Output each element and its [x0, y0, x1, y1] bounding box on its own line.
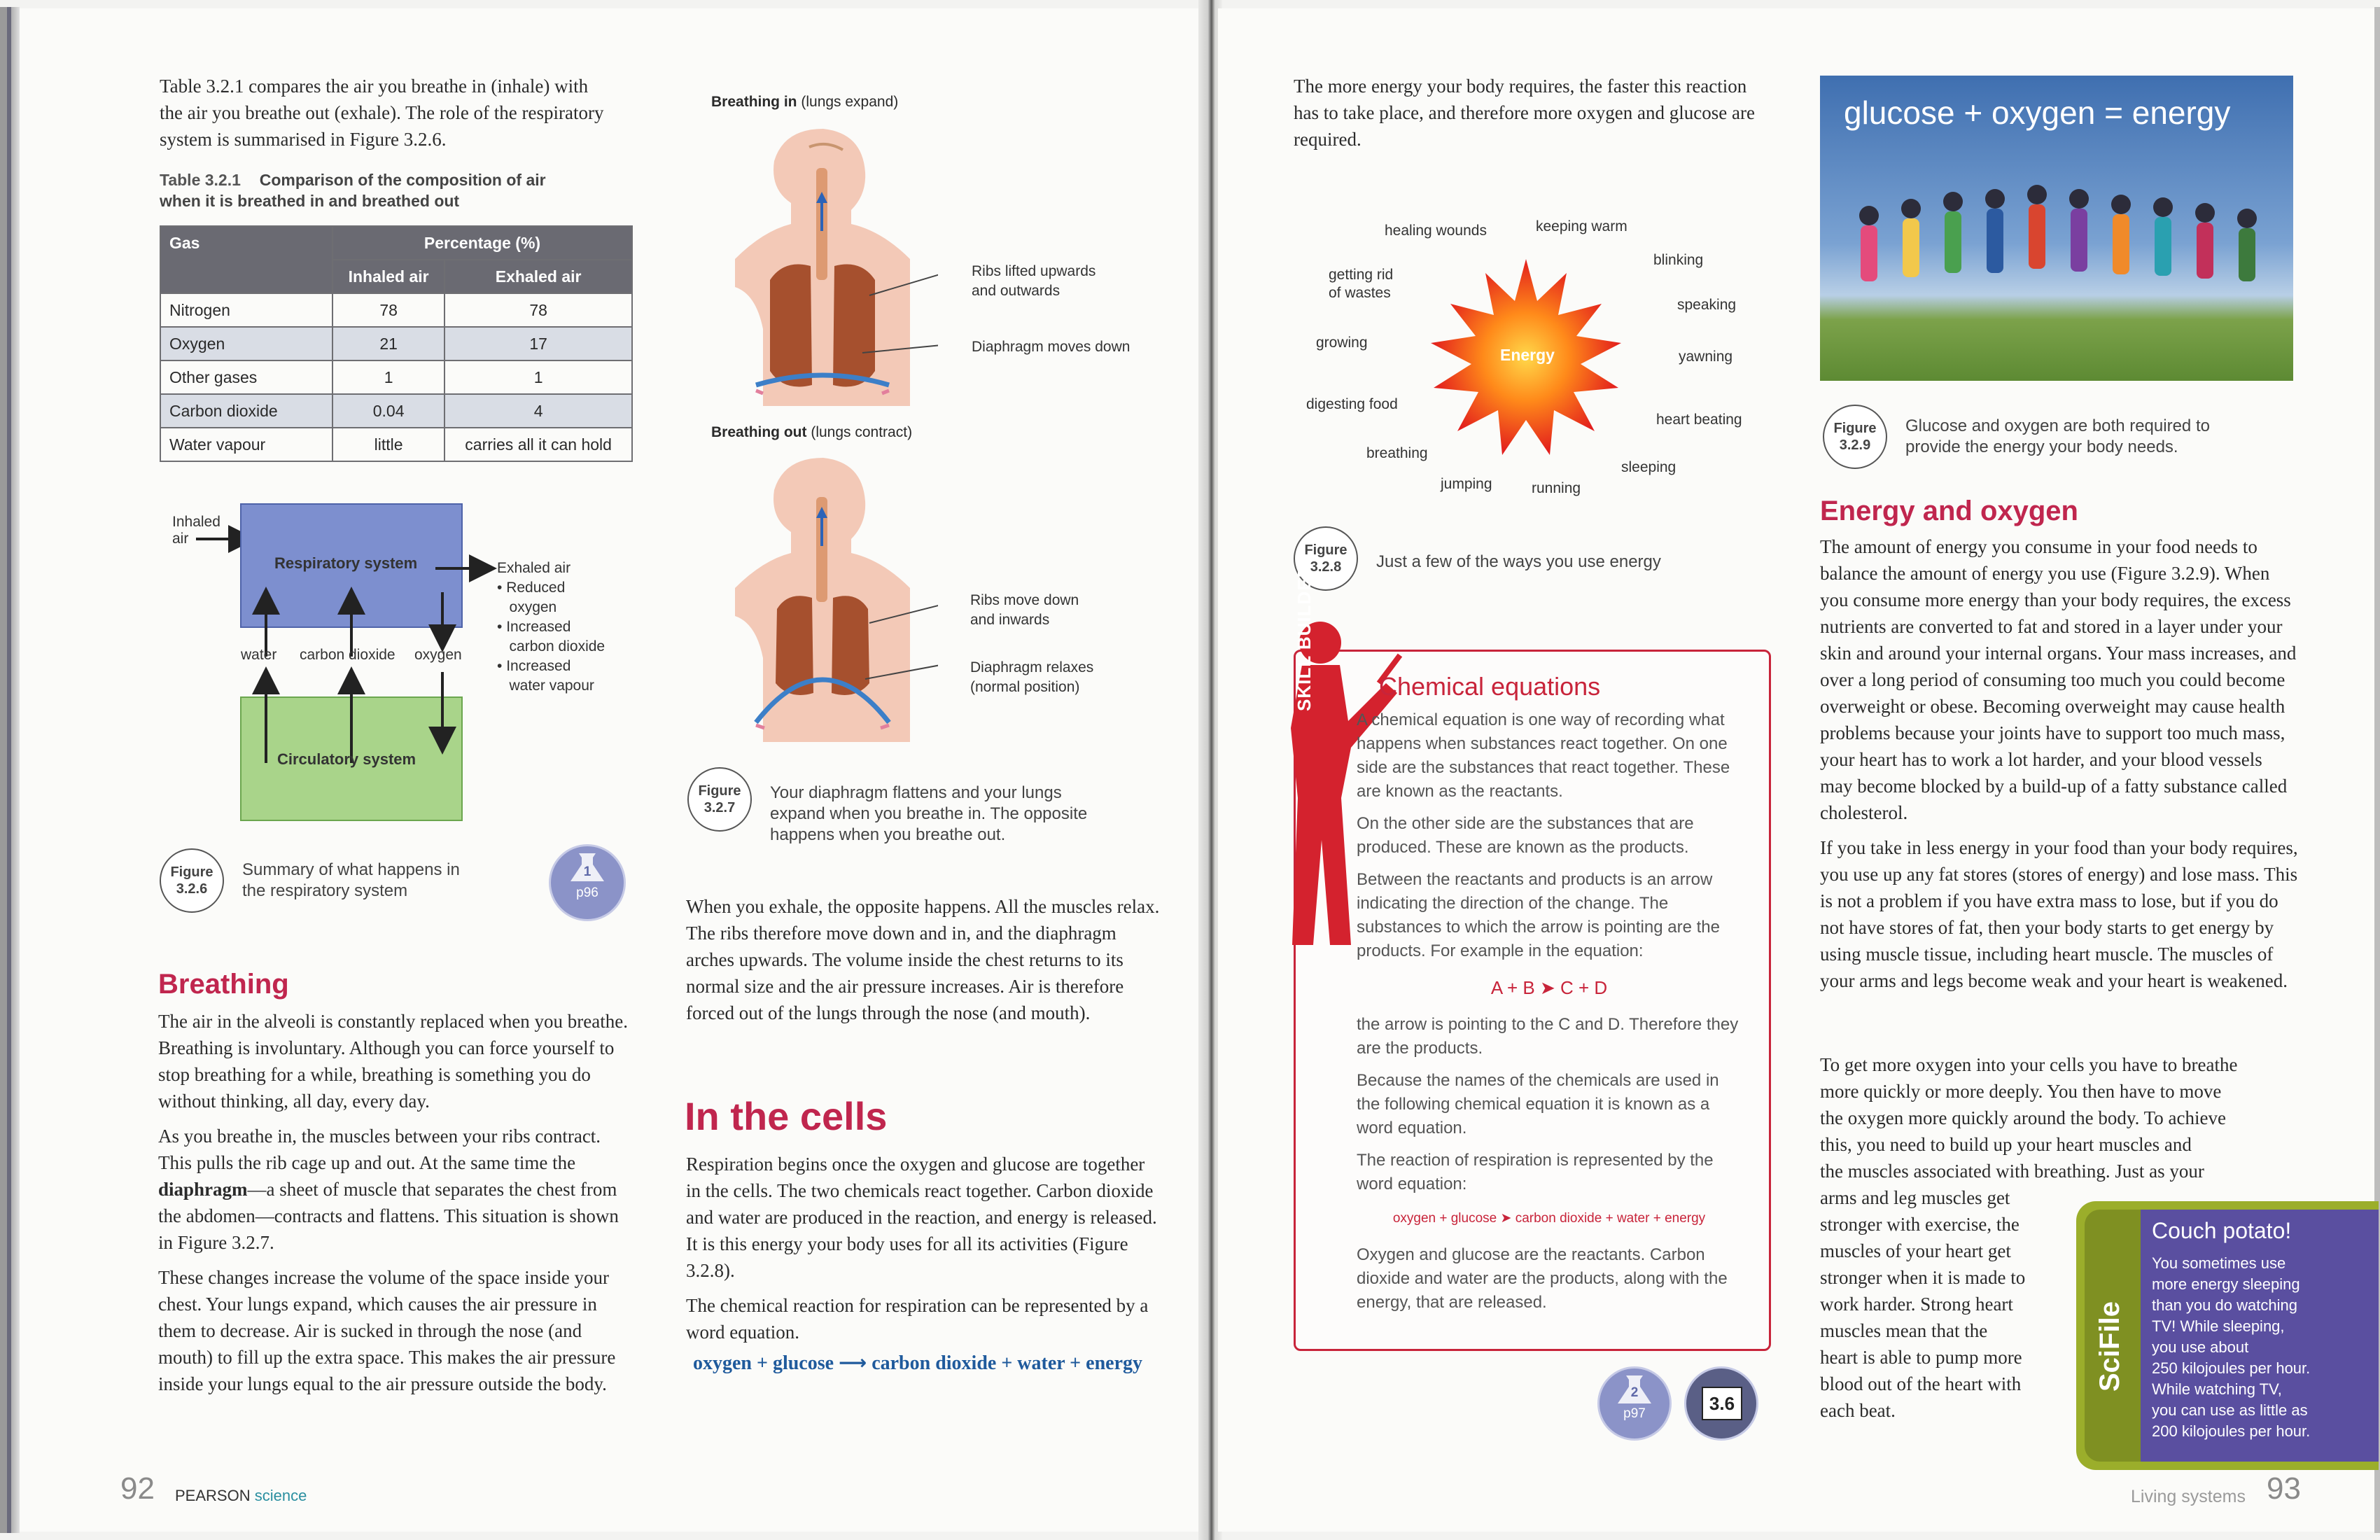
text-line: you can use as little as — [2152, 1401, 2308, 1419]
skill-paragraph: On the other side are the substances that are produced. These are known as the products. — [1357, 814, 1694, 857]
inhaled-value: little — [332, 428, 444, 461]
figure-word: Figure — [170, 864, 214, 880]
couch-potato-title: Couch potato! — [2152, 1218, 2292, 1243]
cells-paragraph-2: The chemical reaction for respiration can be represented by a word equation. — [686, 1295, 1149, 1343]
skill-word-equation — [1357, 1206, 1742, 1231]
arrow-icon: ➤ — [1500, 1210, 1512, 1226]
couch-potato-panel — [2141, 1210, 2379, 1462]
text-line: blood out of the heart with — [1820, 1373, 2022, 1394]
text-line: TV! While sleeping, — [2152, 1317, 2285, 1335]
text-line: this, you need to build up your heart muscles and — [1820, 1134, 2192, 1155]
energy-word: speaking — [1677, 297, 1737, 313]
inhaled-air-label — [172, 514, 220, 547]
energy-word: breathing — [1366, 445, 1428, 461]
label-line: Ribs lifted upwards — [972, 263, 1096, 279]
water-label: water — [241, 647, 277, 663]
text-line: muscles mean that the — [1820, 1320, 1988, 1341]
figure-number: 3.2.6 — [176, 881, 208, 897]
header-inhaled: Inhaled air — [332, 260, 444, 293]
activity-page: p96 — [576, 886, 598, 900]
text-line: stronger with exercise, the — [1820, 1214, 2019, 1235]
activity-badge-p96[interactable] — [549, 844, 626, 921]
footer-section: Living systems — [2131, 1487, 2246, 1506]
header-gas: Gas — [160, 226, 332, 293]
energy-oxygen-heading: Energy and oxygen — [1820, 496, 2078, 526]
oxygen-label: oxygen — [414, 647, 462, 663]
carbon-dioxide-label: carbon dioxide — [300, 647, 396, 663]
jumping-people-photo — [1820, 76, 2293, 381]
text-line: you use about — [2152, 1338, 2249, 1356]
page-number-left: 92 — [120, 1471, 155, 1506]
label-line: and inwards — [970, 612, 1050, 628]
energy-word-line: getting rid — [1329, 267, 1394, 283]
book-badge[interactable] — [1684, 1366, 1758, 1441]
text-line: than you do watching — [2152, 1296, 2297, 1314]
page-edge — [0, 7, 7, 1533]
inhaled-value: 1 — [332, 360, 444, 394]
intro-paragraph: Table 3.2.1 compares the air you breathe in (inhale) with the air you breathe out (exhale). The role of the respiratory system is summarised in Figure 3.2.6. — [160, 76, 604, 150]
label-line: Diaphragm relaxes — [970, 659, 1094, 676]
text-line: more energy sleeping — [2152, 1275, 2300, 1293]
diaphragm-relaxes-label — [970, 658, 1093, 697]
figure-badge-327 — [687, 767, 752, 832]
text-line: more quickly or more deeply. You then have to move — [1820, 1081, 2222, 1102]
text-line: To get more oxygen into your cells you have to breathe — [1820, 1054, 2238, 1075]
equation-products: C + D — [1560, 977, 1608, 998]
table-row — [160, 394, 632, 428]
title-rest: (lungs contract) — [806, 424, 913, 440]
exhaled-value: 17 — [444, 327, 632, 360]
figure-329-caption — [1905, 416, 2210, 458]
text-line: arms and leg muscles get — [1820, 1187, 2010, 1208]
skill-paragraph: Oxygen and glucose are the reactants. Carbon dioxide and water are the products, along with the energy, that are released. — [1357, 1245, 1728, 1312]
title-bold: Breathing out — [711, 424, 807, 440]
caption-line: provide the energy your body needs. — [1905, 438, 2178, 456]
equation-reactants: oxygen + glucose — [1392, 1211, 1497, 1226]
table-row — [160, 293, 632, 327]
exhaled-value: 4 — [444, 394, 632, 428]
equation-products: carbon dioxide + water + energy — [872, 1352, 1142, 1374]
figure-word: Figure — [1304, 542, 1348, 558]
ribs-up-label — [972, 262, 1096, 301]
scifile-label: SciFile — [2094, 1301, 2125, 1392]
text-line: heart is able to pump more — [1820, 1347, 2022, 1368]
label-line: (normal position) — [970, 679, 1080, 695]
inhaled-label-line1: Inhaled — [172, 514, 220, 530]
skill-equation-abcd — [1357, 976, 1742, 1000]
figure-word: Figure — [698, 783, 741, 799]
table-row — [160, 360, 632, 394]
text-span: —a sheet of muscle that separates the chest from the abdomen—contracts and flattens. This situation is shown in Figure 3.2.7. — [158, 1179, 619, 1253]
skill-builder-label: SKILL BUILDER — [1294, 564, 1315, 711]
equation-reactants: oxygen + glucose — [693, 1352, 834, 1374]
energy-oxygen-paragraph-1: The amount of energy you consume in your food needs to balance the amount of energy you use (Figure 3.2.9). When you consume more energy than your body requires, the excess nutrients are converted to fat and stored in a layer under your skin and around your internal organs. Your mass increases, and over a long period of consuming too much you could become overweight or obese. Becoming overweight may cause health problems because your joints have to support too much mass, your heart has to work a lot harder, and your blood vessels may become blocked by a build-up of a fatty substance called cholesterol. — [1820, 536, 2297, 823]
skill-paragraph: Because the names of the chemicals are used in the following chemical equation it is known as a word equation. — [1357, 1071, 1719, 1138]
scifile-box — [2076, 1201, 2379, 1470]
exhaled-item: Increased — [506, 619, 571, 635]
book-badge-number: 3.6 — [1702, 1387, 1742, 1420]
equation-products: carbon dioxide + water + energy — [1515, 1211, 1706, 1226]
in-the-cells-heading: In the cells — [685, 1094, 888, 1138]
page-edge — [11, 7, 20, 1533]
text-line: While watching TV, — [2152, 1380, 2282, 1398]
cells-body — [686, 1151, 1162, 1354]
text-span: As you breathe in, the muscles between your ribs contract. This pulls the rib cage up and out. At the same time the — [158, 1126, 601, 1173]
exhaled-value: 1 — [444, 360, 632, 394]
gas-name: Oxygen — [160, 327, 332, 360]
ribs-down-label — [970, 591, 1079, 630]
activity-number: 1 — [583, 864, 592, 879]
breathing-out-title — [711, 424, 912, 441]
exhaled-item: oxygen — [509, 599, 557, 615]
diaphragm-term: diaphragm — [158, 1179, 248, 1200]
exhale-paragraph: When you exhale, the opposite happens. All the muscles relax. The ribs therefore move down and in, and the diaphragm arches upwards. The volume inside the chest returns to its normal size and the air pressure increases. Air is therefore forced out of the lungs through the nose (and mouth). — [686, 896, 1160, 1023]
respiratory-system-label: Respiratory system — [274, 554, 418, 572]
caption-line: Summary of what happens in — [242, 860, 460, 879]
couch-potato-body — [2152, 1253, 2310, 1442]
table-caption — [160, 169, 608, 211]
caption-line: the respiratory system — [242, 881, 408, 900]
skill-paragraph: The reaction of respiration is represented by the word equation: — [1357, 1151, 1714, 1194]
text-line: You sometimes use — [2152, 1254, 2286, 1272]
text-line: work harder. Strong heart — [1820, 1294, 2013, 1315]
figure-number: 3.2.9 — [1839, 438, 1871, 453]
energy-word-line: of wastes — [1329, 285, 1391, 301]
diaphragm-down-label: Diaphragm moves down — [972, 339, 1130, 355]
caption-line: expand when you breathe in. The opposite — [770, 804, 1088, 823]
arrow-icon: ➤ — [1539, 978, 1555, 999]
figure-number: 3.2.8 — [1310, 559, 1342, 575]
footer-brand — [175, 1487, 307, 1505]
arrow-icon: ⟶ — [839, 1351, 867, 1374]
header-percentage: Percentage (%) — [332, 226, 632, 260]
energy-oxygen-paragraph-2: If you take in less energy in your food than your body requires, you use up any fat stores (stores of energy) and lose mass. This is not a problem if you have extra mass to lose, but if you do not have stores of fat, then your body starts to get energy by using muscle tissue, including heart muscle. The muscles of your arms and legs become weak and your heart is weakened. — [1820, 837, 2298, 991]
energy-word: digesting food — [1306, 396, 1398, 412]
skill-paragraph: Between the reactants and products is an arrow indicating the direction of the change. The substances to which the arrow is pointing are the products. For example in the equation: — [1357, 870, 1720, 960]
table-row — [160, 327, 632, 360]
energy-word: heart beating — [1656, 412, 1742, 428]
exhaled-item: water vapour — [509, 678, 594, 694]
air-composition-table — [160, 225, 633, 462]
energy-oxygen-body — [1820, 533, 2299, 1002]
header-exhaled: Exhaled air — [444, 260, 632, 293]
exhaled-item: Increased — [506, 658, 571, 674]
text-line: muscles of your heart get — [1820, 1240, 2011, 1261]
exhaled-item: Reduced — [506, 580, 566, 596]
skill-builder-body — [1357, 708, 1742, 1323]
activity-page: p97 — [1623, 1406, 1646, 1421]
energy-word: healing wounds — [1385, 223, 1487, 239]
text-line: the muscles associated with breathing. Just as your — [1820, 1161, 2204, 1182]
word-equation — [693, 1351, 1142, 1375]
inhaled-value: 0.04 — [332, 394, 444, 428]
energy-center-label: Energy — [1500, 346, 1555, 364]
energy-word: jumping — [1441, 476, 1492, 492]
table-caption-line2: when it is breathed in and breathed out — [160, 192, 460, 210]
figure-number: 3.2.7 — [704, 800, 736, 816]
title-bold: Breathing in — [711, 94, 797, 110]
energy-word: yawning — [1679, 349, 1733, 365]
figure-badge-326 — [160, 848, 224, 913]
breathing-out-illustration — [686, 448, 938, 742]
activity-number: 2 — [1630, 1385, 1639, 1400]
energy-word: growing — [1316, 335, 1368, 351]
inhaled-value: 78 — [332, 293, 444, 327]
label-line: Ribs move down — [970, 592, 1079, 608]
brand-pearson: PEARSON — [175, 1487, 251, 1504]
breathing-paragraph-1: The air in the alveoli is constantly replaced when you breathe. Breathing is involuntary. Although you can force yourself to stop breathing for a while, breathing is something you do without thinking, all day, every day. — [158, 1011, 629, 1112]
energy-word: blinking — [1653, 252, 1704, 268]
energy-word: sleeping — [1621, 459, 1676, 475]
inhaled-label-line2: air — [172, 531, 189, 547]
figure-326-caption — [242, 860, 460, 902]
equation-reactants: A + B — [1490, 977, 1535, 998]
energy-word: keeping warm — [1536, 218, 1628, 234]
exhaled-value: 78 — [444, 293, 632, 327]
exhaled-item: carbon dioxide — [509, 638, 606, 654]
breathing-paragraph-3: These changes increase the volume of the space inside your chest. Your lungs expand, which causes the air pressure in them to decrease. Air is sucked in through the nose (and mouth) to fill up the extra space. This makes the air pressure inside your lungs equal to the air pressure outside the body. — [158, 1267, 616, 1394]
breathing-in-title — [711, 94, 898, 111]
brand-science: science — [254, 1487, 307, 1504]
page-number-right: 93 — [2267, 1471, 2301, 1506]
gas-name: Water vapour — [160, 428, 332, 461]
gas-name: Other gases — [160, 360, 332, 394]
energy-word: running — [1532, 480, 1581, 496]
breathing-body — [158, 1008, 634, 1406]
circulatory-system-label: Circulatory system — [277, 750, 416, 768]
skill-paragraph: A chemical equation is one way of recording what happens when substances react together. On one side are the substances that react together. These are known as the reactants. — [1357, 710, 1730, 801]
figure-word: Figure — [1833, 421, 1877, 436]
exhaled-value: carries all it can hold — [444, 428, 632, 461]
text-line: each beat. — [1820, 1400, 1896, 1421]
exhaled-title: Exhaled air — [497, 560, 571, 576]
table-caption-line1: Comparison of the composition of air — [259, 171, 546, 189]
text-line: the oxygen more quickly around the body. To achieve — [1820, 1107, 2226, 1128]
figure-328-caption: Just a few of the ways you use energy — [1376, 552, 1661, 571]
title-rest: (lungs expand) — [797, 94, 899, 110]
energy-word — [1329, 266, 1393, 302]
text-line: stronger when it is made to — [1820, 1267, 2026, 1288]
caption-line: happens when you breathe out. — [770, 825, 1006, 844]
inhaled-value: 21 — [332, 327, 444, 360]
table-label: Table 3.2.1 — [160, 171, 241, 189]
photo-heading: glucose + oxygen = energy — [1844, 94, 2231, 131]
skill-paragraph: the arrow is pointing to the C and D. Therefore they are the products. — [1357, 1015, 1739, 1058]
breathing-heading: Breathing — [158, 969, 289, 1000]
label-line: and outwards — [972, 283, 1060, 299]
caption-line: Glucose and oxygen are both required to — [1905, 416, 2210, 435]
figure-327-caption — [770, 783, 1087, 846]
breathing-in-illustration — [686, 119, 938, 406]
breathing-paragraph-2 — [158, 1123, 634, 1256]
caption-line: Your diaphragm flattens and your lungs — [770, 783, 1062, 802]
energy-requirement-paragraph: The more energy your body requires, the faster this reaction has to take place, and therefore more oxygen and glucose are required. — [1294, 76, 1755, 150]
figure-badge-329 — [1823, 405, 1887, 469]
gas-name: Carbon dioxide — [160, 394, 332, 428]
table-row — [160, 428, 632, 461]
exhaled-air-list: Exhaled air • Reduced oxygen • Increased carbon dioxide • Increased water vapour — [497, 560, 606, 694]
activity-badge-p97[interactable] — [1597, 1366, 1672, 1441]
cells-paragraph-1: Respiration begins once the oxygen and glucose are together in the cells. The two chemicals react together. Carbon dioxide and water are produced in the reaction, and energy is released. It is this energy your body uses for all its activities (Figure 3.2.8). — [686, 1154, 1157, 1281]
skill-builder-title: Chemical equations — [1379, 672, 1601, 701]
gas-name: Nitrogen — [160, 293, 332, 327]
text-line: 250 kilojoules per hour. — [2152, 1359, 2311, 1377]
text-line: 200 kilojoules per hour. — [2152, 1422, 2311, 1440]
